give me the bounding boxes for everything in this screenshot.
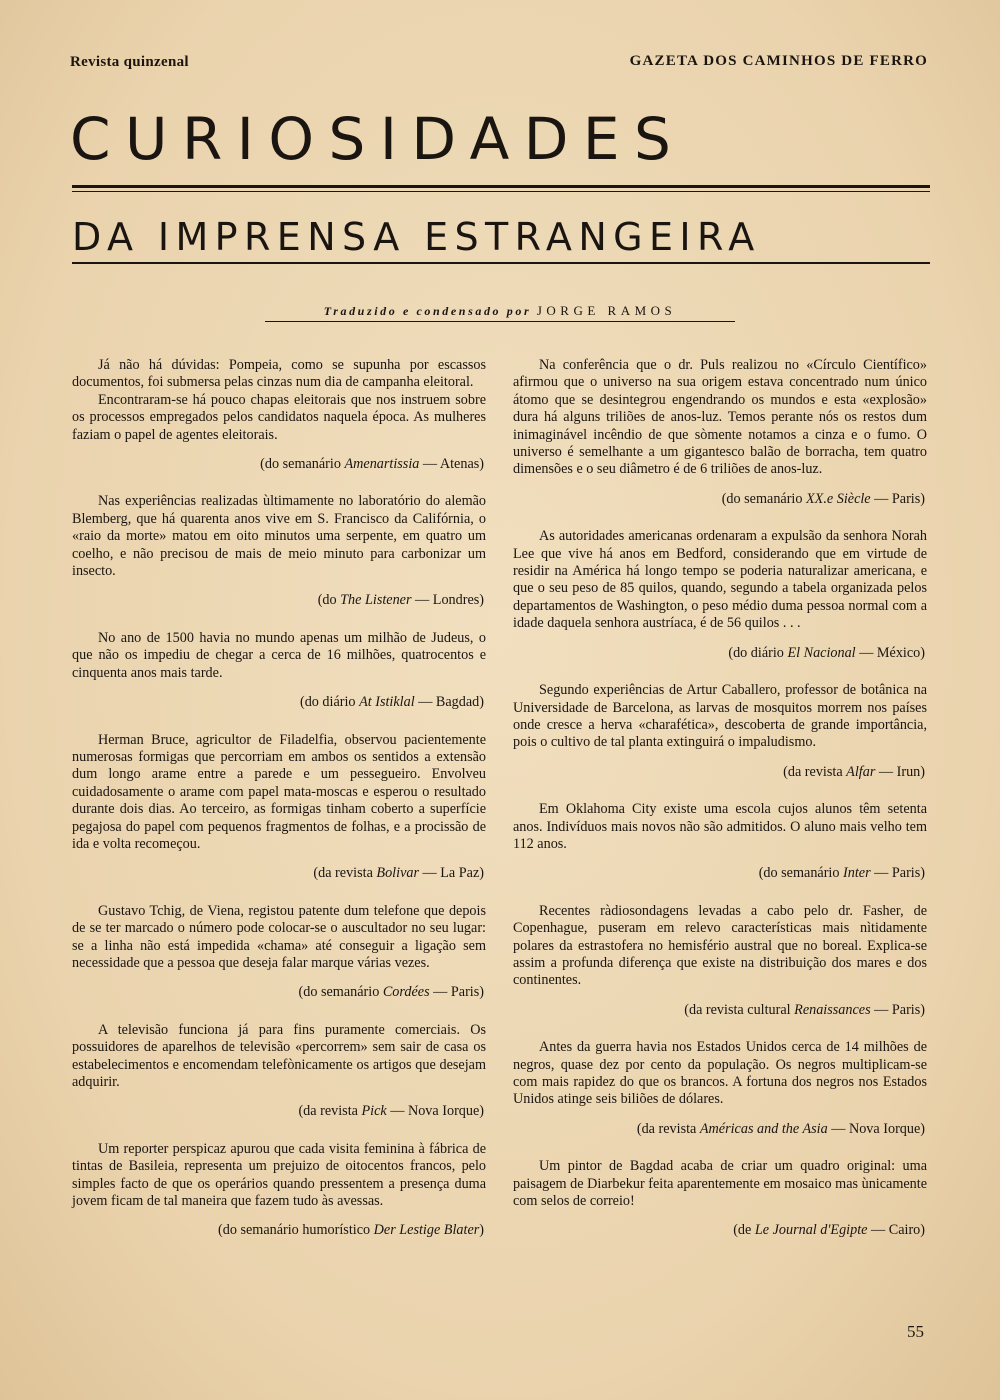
source-prefix: (do semanário — [721, 490, 807, 507]
news-paragraph: Em Oklahoma City existe uma escola cujos alunos têm setenta anos. Indivíduos mais novos não são admitidos. O aluno mais velho tem 112 anos. — [513, 801, 927, 852]
source-publication: Inter — [843, 865, 871, 882]
source-prefix: (da revista — [298, 1103, 362, 1120]
source-prefix: (da revista — [783, 763, 847, 780]
news-paragraph: Recentes ràdiosondagens levadas a cabo pelo dr. Fasher, de Copenhague, puseram em relevo características mais nìtidamente polares da estrastofera no hemisfério austral que no boreal. Explica-se assim a profunda diferença que existe na distribuição dos mares e dos continentes. — [513, 902, 927, 989]
source-publication: Renaissances — [794, 1001, 871, 1018]
source-prefix: (do diário — [728, 644, 788, 661]
source-suffix: — Irun) — [875, 763, 925, 780]
source-prefix: (do semanário — [260, 456, 345, 473]
news-item — [513, 903, 927, 1019]
left-column — [72, 357, 486, 1260]
news-item — [72, 732, 486, 883]
news-item — [72, 1022, 486, 1121]
header-left: Revista quinzenal — [70, 54, 189, 70]
news-paragraph: Nas experiências realizadas ùltimamente no laboratório do alemão Blemberg, que há quarenta anos vive em S. Francisco da Califórnia, o «raio da morte» matou em oito minutos uma serpente, em quatro um coelho, e não precisou de mais de meio minuto para carbonizar um insecto. — [72, 493, 486, 580]
source-suffix: — Londres) — [411, 592, 484, 609]
news-paragraph: Antes da guerra havia nos Estados Unidos cerca de 14 milhões de negros, quase dez por cento da população. Os negros multiplicam-se com mais rapidez do que os brancos. A fortuna dos negros nos Estados Unidos atinge seis biliões de dólares. — [513, 1039, 927, 1108]
source-prefix: (de — [733, 1222, 755, 1239]
news-paragraph: No ano de 1500 havia no mundo apenas um milhão de Judeus, o que não os impediu de chegar a cerca de 16 milhões, quatrocentos e cinquenta anos mais tarde. — [72, 629, 486, 681]
news-source — [72, 1222, 486, 1239]
source-suffix: — Atenas) — [419, 456, 484, 473]
byline-prefix: Traduzido e condensado por — [323, 304, 532, 318]
news-item — [513, 357, 927, 508]
news-source — [72, 694, 486, 711]
source-prefix: (do — [317, 592, 341, 609]
source-publication: Amenartissia — [344, 456, 420, 473]
news-source — [72, 984, 486, 1001]
source-publication: Bolivar — [376, 865, 419, 882]
news-source — [72, 592, 486, 609]
source-suffix: — Paris) — [870, 490, 925, 507]
news-source — [513, 865, 927, 882]
news-item — [513, 801, 927, 883]
news-item — [513, 528, 927, 662]
page-number: 55 — [907, 1322, 924, 1341]
title-rule-thick — [72, 185, 930, 188]
source-publication: At Istiklal — [359, 694, 415, 711]
source-publication: Alfar — [846, 763, 876, 780]
source-publication: Le Journal d'Egipte — [754, 1222, 868, 1239]
news-source — [72, 1103, 486, 1120]
news-paragraph: Na conferência que o dr. Puls realizou no «Círculo Científico» afirmou que o universo na sua origem estava concentrado num único átomo que se desintegrou engendrando os mundos e esta «explosão» dura há alguns triliões de anos-luz. Temos perante nós os restos dum inimaginável incêndio de que sòmente notamos a cinza e o fumo. O universo é semelhante a um gigantesco balão de borracha, tem quatro dimensões e o seu diâmetro é de 6 triliões de anos-luz. — [513, 357, 927, 478]
title-rule-thin — [72, 191, 930, 192]
news-item — [72, 630, 486, 712]
source-publication: Américas and the Asia — [699, 1120, 828, 1137]
news-paragraph: Encontraram-se há pouco chapas eleitorais que nos instruem sobre os processos empregados pelos candidatos naquela época. As mulheres faziam o papel de agentes eleitorais. — [72, 391, 486, 443]
news-item — [72, 357, 486, 473]
source-suffix: — Paris) — [870, 865, 925, 882]
news-paragraph: Segundo experiências de Artur Caballero, professor de botânica na Universidade de Barcelona, as larvas de mosquitos morrem nos países onde cresce a herva «charafética», descoberta de grande importância, pois o cultivo de tal planta extinguirá o impaludismo. — [513, 682, 927, 751]
source-publication: Pick — [361, 1103, 387, 1120]
source-prefix: (do semanário — [758, 865, 844, 882]
news-item — [72, 1141, 486, 1240]
source-suffix: — Paris) — [429, 984, 484, 1001]
source-prefix: (da revista cultural — [684, 1001, 795, 1018]
news-paragraph: A televisão funciona já para fins puramente comerciais. Os possuidores de aparelhos de televisão «percorrem» sem sair de casa os estabelecimentos e encomendam telefònicamente os artigos que desejam adquirir. — [72, 1021, 486, 1090]
news-paragraph: As autoridades americanas ordenaram a expulsão da senhora Norah Lee que vive há anos em Bedford, considerando que em virtude de residir na América há longo tempo se poderia naturalizar americana, e que o seu peso de 85 quilos, quando, segundo a tabela organizada pelos departamentos de Washington, o peso médio duma pessoa normal com a idade daquela senhora austríaca, é de 56 quilos . . . — [513, 528, 927, 632]
source-publication: Der Lestige Blater — [373, 1222, 480, 1239]
source-suffix: — Nova Iorque) — [386, 1103, 484, 1120]
news-paragraph: Herman Bruce, agricultor de Filadelfia, observou pacientemente numerosas formigas que percorriam em ambos os sentidos a extensão dum longo arame entre a parede e um pessegueiro. Envolveu cuidadosamente o arame com papel mata-moscas e esperou o resultado durante dois dias. Ao terceiro, as formigas tinham coberto a superfície pegajosa do papel com pequenos fragmentos de folhas, e a procissão de ida e volta recomeçou. — [72, 731, 486, 852]
news-source — [513, 1002, 927, 1019]
source-publication: The Listener — [340, 592, 412, 609]
source-publication: El Nacional — [787, 644, 856, 661]
source-prefix: (da revista — [313, 865, 377, 882]
news-paragraph: Gustavo Tchig, de Viena, registou patente dum telefone que depois de se ter marcado o número pode colocar-se o auscultador no seu lugar: se a linha não está impedida «chama» até conseguir a ligação sem necessidade que a pessoa que deseja falar marque várias vezes. — [72, 902, 486, 971]
page-title: CURIOSIDADES — [70, 105, 686, 173]
right-column — [513, 357, 927, 1260]
source-publication: Cordées — [382, 984, 430, 1001]
news-paragraph: Um pintor de Bagdad acaba de criar um quadro original: uma paisagem de Diarbekur feita aparentemente em mosaico mas ùnicamente com selos de correio! — [513, 1158, 927, 1210]
page-subtitle: DA IMPRENSA ESTRANGEIRA — [72, 215, 761, 259]
news-source — [72, 456, 486, 473]
byline-rule — [265, 321, 735, 322]
source-suffix: — La Paz) — [418, 865, 484, 882]
source-prefix: (do diário — [299, 694, 360, 711]
news-item — [513, 1158, 927, 1240]
byline — [0, 303, 1000, 319]
news-item — [72, 493, 486, 609]
source-suffix: — México) — [855, 644, 925, 661]
news-source — [72, 865, 486, 882]
news-item — [513, 682, 927, 781]
news-paragraph: Um reporter perspicaz apurou que cada visita feminina à fábrica de tintas de Basileia, representa um prejuizo de oitocentos francos, pelo simples facto de que os operários quando pressentem a presença duma jovem ficam de tal maneira que fazem tudo às avessas. — [72, 1140, 486, 1210]
news-source — [513, 491, 927, 508]
source-suffix: — Nova Iorque) — [827, 1120, 925, 1137]
news-item — [513, 1039, 927, 1138]
news-source — [513, 764, 927, 781]
source-suffix: — Bagdad) — [414, 694, 484, 711]
source-suffix: — Paris) — [870, 1001, 925, 1018]
subtitle-rule — [72, 262, 930, 264]
news-source — [513, 645, 927, 662]
news-paragraph: Já não há dúvidas: Pompeia, como se supunha por escassos documentos, foi submersa pelas cinzas num dia de campanha eleitoral. — [72, 357, 486, 391]
source-suffix: — Cairo) — [867, 1222, 925, 1239]
source-publication: XX.e Siècle — [806, 490, 871, 507]
source-prefix: (do semanário — [298, 984, 383, 1001]
news-source — [513, 1121, 927, 1138]
byline-author: JORGE RAMOS — [536, 303, 677, 318]
header-right: GAZETA DOS CAMINHOS DE FERRO — [629, 53, 928, 69]
source-prefix: (do semanário humorístico — [218, 1222, 374, 1239]
source-suffix: ) — [479, 1222, 484, 1239]
news-item — [72, 903, 486, 1002]
source-prefix: (da revista — [636, 1120, 700, 1137]
news-source — [513, 1222, 927, 1239]
